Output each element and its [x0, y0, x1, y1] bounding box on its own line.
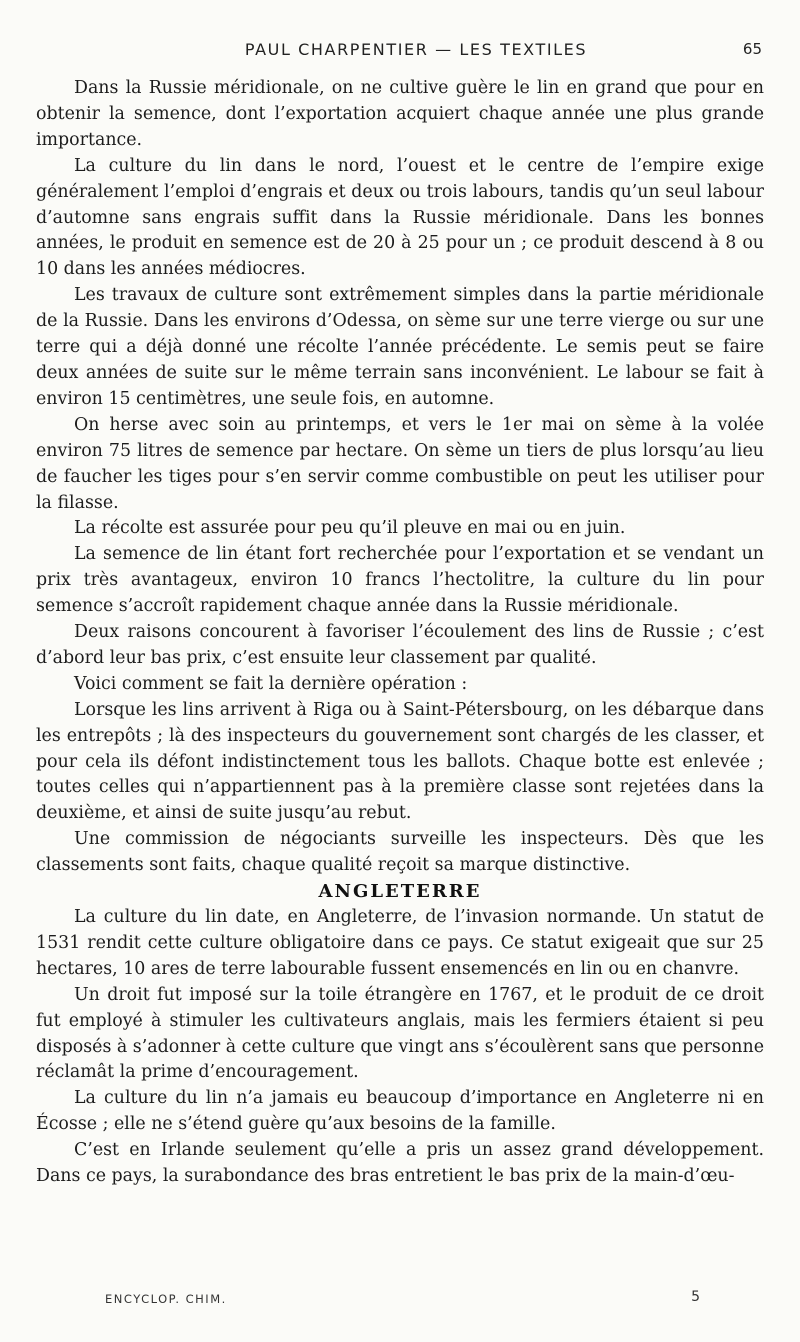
paragraph: Une commission de négociants surveille les inspecteurs. Dès que les classements sont faits, chaque qualité reçoit sa marque distinctive.: [36, 829, 764, 876]
paragraph: C’est en Irlande seulement qu’elle a pris un assez grand développement. Dans ce pays, la surabondance des bras entretient le bas prix de la main-d’œu-: [36, 1140, 764, 1187]
signature-mark: 5: [691, 1289, 700, 1305]
body-text: [36, 76, 764, 1190]
paragraph: Les travaux de culture sont extrêmement simples dans la partie méridionale de la Russie. Dans les environs d’Odessa, on sème sur une terre vierge ou sur une terre qui a déjà donné une récolte l’année précédente. Le semis peut se faire deux années de suite sur le même terrain sans inconvénient. Le labour se fait à environ 15 centimètres, une seule fois, en automne.: [36, 285, 764, 409]
paragraph: La semence de lin étant fort recherchée pour l’exportation et se vendant un prix très avantageux, environ 10 francs l’hectolitre, la culture du lin pour semence s’accroît rapidement chaque année dans la Russie méridionale.: [36, 544, 764, 617]
paragraph: On herse avec soin au printemps, et vers le 1er mai on sème à la volée environ 75 litres de semence par hectare. On sème un tiers de plus lorsqu’au lieu de faucher les tiges pour s’en servir comme combustible on peut les utiliser pour la filasse.: [36, 414, 764, 513]
running-title: PAUL CHARPENTIER — LES TEXTILES: [244, 40, 588, 59]
paragraph: La culture du lin date, en Angleterre, de l’invasion normande. Un statut de 1531 rendit cette culture obligatoire dans ce pays. Ce statut exigeait que sur 25 hectares, 10 ares de terre labourable fussent ensemencés en lin ou en chanvre.: [36, 907, 764, 979]
paragraph: Lorsque les lins arrivent à Riga ou à Saint-Pétersbourg, on les débarque dans les entrepôts ; là des inspecteurs du gouvernement sont chargés de les classer, et pour cela ils défont indistinctement tous les ballots. Chaque botte est enlevée ; toutes celles qui n’appartiennent pas à la première classe sont rejetées dans la deuxième, et ainsi de suite jusqu’au rebut.: [36, 699, 764, 824]
collection-name: ENCYCLOP. CHIM.: [105, 1292, 227, 1306]
section-heading: ANGLETERRE: [318, 881, 482, 903]
paragraph: La culture du lin n’a jamais eu beaucoup d’importance en Angleterre ni en Écosse ; elle ne s’étend guère qu’aux besoins de la famille.: [36, 1088, 764, 1135]
paragraph: Voici comment se fait la dernière opération :: [74, 673, 468, 694]
paragraph: Deux raisons concourent à favoriser l’écoulement des lins de Russie ; c’est d’abord leur bas prix, c’est ensuite leur classement par qualité.: [36, 622, 764, 668]
page-footer: [105, 1289, 700, 1313]
paragraph: Un droit fut imposé sur la toile étrangère en 1767, et le produit de ce droit fut employé à stimuler les cultivateurs anglais, mais les fermiers étaient si peu disposés à s’adonner à cette culture que vingt ans s’écoulèrent sans que personne réclamât la prime d’encouragement.: [36, 984, 764, 1083]
paragraph: La récolte est assurée pour peu qu’il pleuve en mai ou en juin.: [74, 518, 626, 539]
page-number: 65: [742, 40, 762, 58]
paragraph: La culture du lin dans le nord, l’ouest et le centre de l’empire exige généralement l’emploi d’engrais et deux ou trois labours, tandis qu’un seul labour d’automne sans engrais suffit dans la Russie méridionale. Dans les bonnes années, le produit en semence est de 20 à 25 pour un ; ce produit descend à 8 ou 10 dans les années médiocres.: [36, 155, 764, 280]
page-header: [70, 40, 762, 70]
paragraph: Dans la Russie méridionale, on ne cultive guère le lin en grand que pour en obtenir la semence, dont l’exportation acquiert chaque année une plus grande importance.: [36, 78, 764, 150]
